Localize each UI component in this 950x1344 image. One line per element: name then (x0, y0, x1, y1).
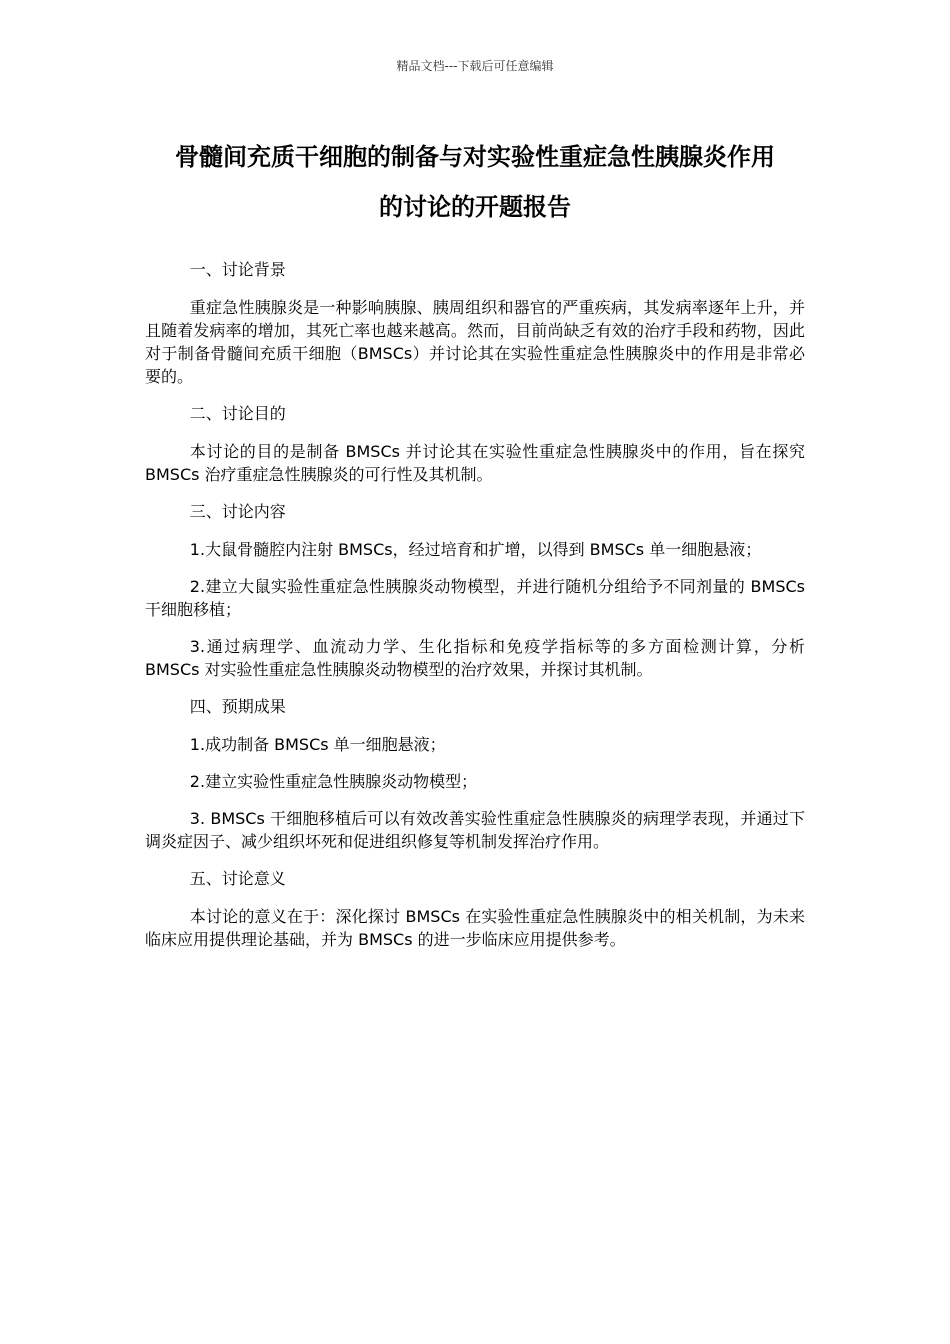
section-heading-expected-results: 四、预期成果 (189, 697, 286, 716)
section-heading-content: 三、讨论内容 (189, 502, 286, 521)
list-item-content-1: 1.大鼠骨髓腔内注射 BMSCs，经过培育和扩增，以得到 BMSCs 单一细胞悬液； (189, 540, 762, 559)
title-line-1: 骨髓间充质干细胞的制备与对实验性重症急性胰腺炎作用 (175, 143, 775, 171)
list-item-results-2: 2.建立实验性重症急性胰腺炎动物模型； (189, 772, 478, 791)
section-heading-significance: 五、讨论意义 (189, 869, 286, 888)
header-note: 精品文档---下载后可任意编辑 (396, 59, 554, 73)
section-heading-background: 一、讨论背景 (189, 260, 286, 279)
list-item-content-3: 3.通过病理学、血流动力学、生化指标和免疫学指标等的多方面检测计算，分析 BMSCs 对实验性重症急性胰腺炎动物模型的治疗效果，并探讨其机制。 (145, 637, 805, 679)
paragraph-background: 重症急性胰腺炎是一种影响胰腺、胰周组织和器官的严重疾病，其发病率逐年上升，并且随着发病率的增加，其死亡率也越来越高。然而，目前尚缺乏有效的治疗手段和药物，因此对于制备骨髓间充质干细胞（BMSCs）并讨论其在实验性重症急性胰腺炎中的作用是非常必要的。 (145, 298, 805, 386)
document-body (145, 258, 805, 965)
paragraph-significance: 本讨论的意义在于：深化探讨 BMSCs 在实验性重症急性胰腺炎中的相关机制，为未来临床应用提供理论基础，并为 BMSCs 的进一步临床应用提供参考。 (145, 907, 805, 949)
document-title (145, 132, 805, 232)
section-heading-purpose: 二、讨论目的 (189, 404, 286, 423)
list-item-content-2: 2.建立大鼠实验性重症急性胰腺炎动物模型，并进行随机分组给予不同剂量的 BMSCs 干细胞移植； (145, 577, 805, 619)
title-line-2: 的讨论的开题报告 (379, 193, 571, 221)
list-item-results-3: 3. BMSCs 干细胞移植后可以有效改善实验性重症急性胰腺炎的病理学表现，并通过下调炎症因子、减少组织坏死和促进组织修复等机制发挥治疗作用。 (145, 809, 805, 851)
paragraph-purpose: 本讨论的目的是制备 BMSCs 并讨论其在实验性重症急性胰腺炎中的作用，旨在探究 BMSCs 治疗重症急性胰腺炎的可行性及其机制。 (145, 442, 805, 484)
list-item-results-1: 1.成功制备 BMSCs 单一细胞悬液； (189, 735, 446, 754)
